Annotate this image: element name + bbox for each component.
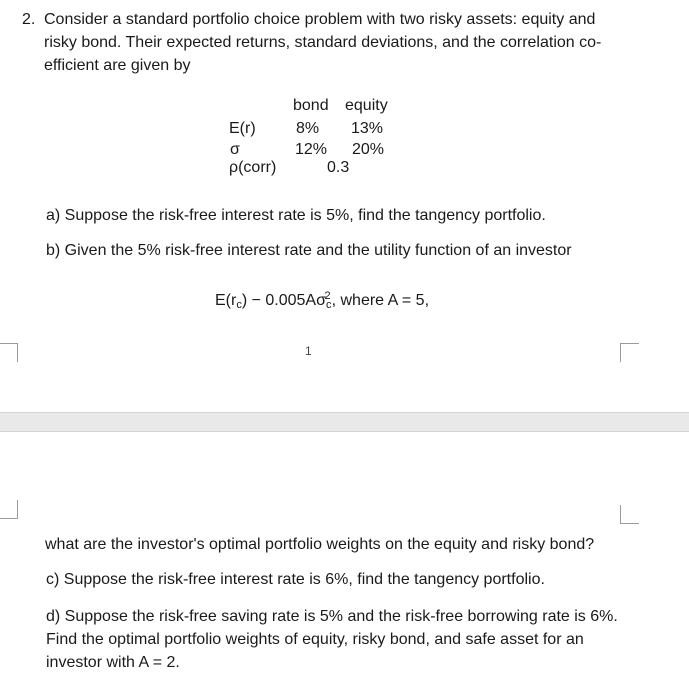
cell-equity-expected-return: 13%: [351, 120, 384, 137]
eq-sub-c2: c: [325, 299, 332, 311]
problem-number: 2.: [22, 11, 36, 28]
row-label-sigma: σ: [230, 141, 240, 158]
table-header-bond: bond: [293, 97, 329, 114]
part-b-question: what are the investor's optimal portfolio weights on the equity and risky bond?: [45, 536, 595, 553]
eq-sup-2: 2: [324, 290, 331, 302]
row-label-expected-return: E(r): [229, 120, 256, 137]
part-d-line-2: Find the optimal portfolio weights of equity, risky bond, and safe asset for an: [46, 631, 584, 648]
part-d-line-1: d) Suppose the risk-free saving rate is 5% and the risk-free borrowing rate is 6%.: [46, 608, 618, 625]
eq-sub-c: c: [236, 299, 242, 311]
page-number: 1: [305, 344, 312, 358]
cell-correlation: 0.3: [327, 159, 350, 176]
part-c: c) Suppose the risk-free interest rate is 6%, find the tangency portfolio.: [46, 571, 545, 588]
intro-line-1: Consider a standard portfolio choice problem with two risky assets: equity and: [44, 11, 596, 28]
part-a: a) Suppose the risk-free interest rate is 5%, find the tangency portfolio.: [46, 207, 546, 224]
intro-line-3: efficient are given by: [44, 57, 191, 74]
table-header-equity: equity: [345, 97, 388, 114]
eq-rhs: , where A = 5,: [331, 292, 430, 309]
utility-equation: [215, 286, 429, 316]
row-label-correlation: ρ(corr): [229, 159, 277, 176]
crop-mark-bottom-left-page2: [0, 500, 18, 519]
part-b: b) Given the 5% risk-free interest rate and the utility function of an investor: [46, 242, 572, 259]
page-separator: [0, 412, 689, 432]
part-d-line-3: investor with A = 2.: [46, 654, 180, 671]
crop-mark-top-right-page1: [620, 343, 639, 362]
crop-mark-top-left-page1: [0, 343, 18, 362]
cell-bond-expected-return: 8%: [296, 120, 320, 137]
eq-mid: ) − 0.005Aσ: [241, 292, 326, 309]
cell-bond-sigma: 12%: [295, 141, 328, 158]
crop-mark-bottom-right-page2: [620, 505, 639, 524]
eq-lhs: E(r: [215, 292, 237, 309]
intro-line-2: risky bond. Their expected returns, standard deviations, and the correlation co-: [44, 34, 602, 51]
cell-equity-sigma: 20%: [352, 141, 385, 158]
